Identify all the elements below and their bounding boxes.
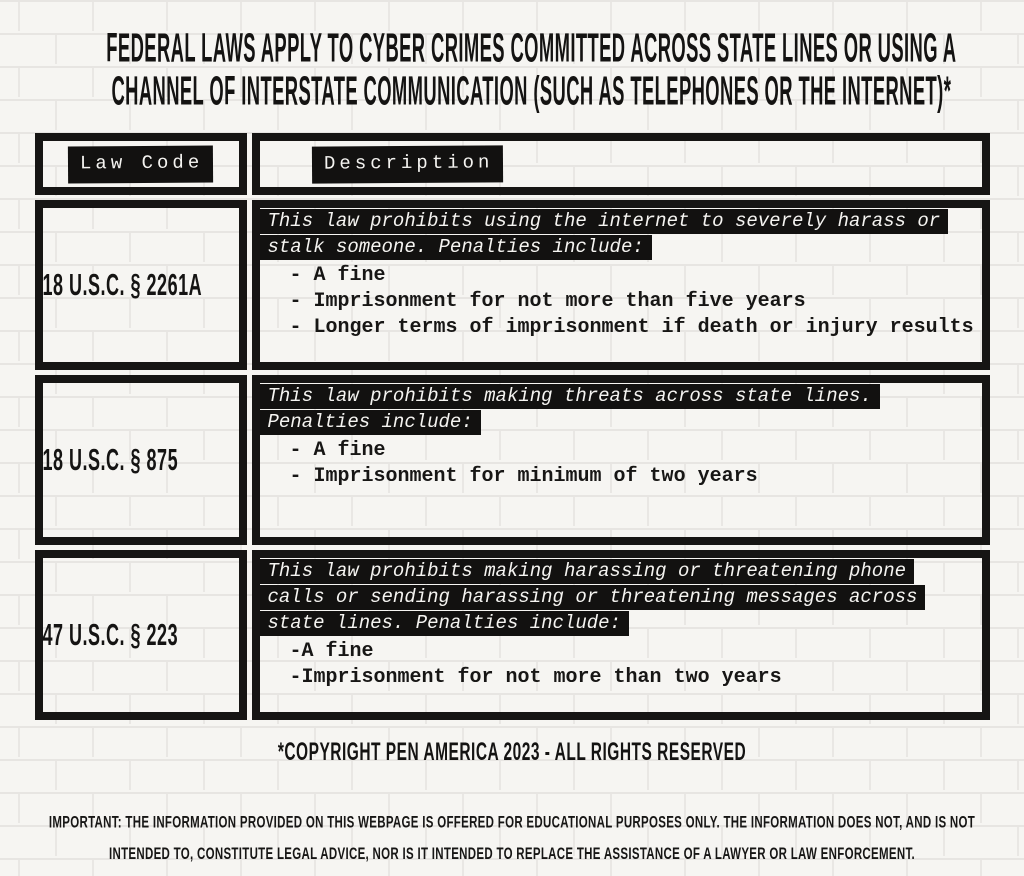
copyright: [0, 739, 1024, 777]
column-header-law-code: [35, 133, 247, 195]
penalty-list: [290, 639, 982, 691]
disclaimer-text: IMPORTANT: THE INFORMATION PROVIDED ON THIS WEBPAGE IS OFFERED FOR EDUCATIONAL PURPOSES ONLY. THE INFORMATION DOES NOT, AND IS NOT INTENDED TO, CONSTITUTE LEGAL ADVICE, NOR IS IT INTENDED TO REPLACE THE ASSISTANCE OF A LAWYER OR LAW ENFORCEMENT.: [48, 814, 976, 864]
description-highlight-wrap: [260, 208, 960, 260]
penalty-item: - A fine: [289, 264, 386, 287]
table-row: [35, 375, 990, 545]
penalty-item: -Imprisonment for not more than two years: [289, 666, 782, 689]
table-row: [35, 200, 990, 370]
penalty-item: - Imprisonment for minimum of two years: [289, 465, 758, 488]
law-code-header-label: Law Code: [68, 145, 213, 183]
column-header-description: [252, 133, 990, 195]
header-row: [35, 133, 990, 195]
page-title-text: [106, 24, 957, 114]
page-title-line-1: FEDERAL LAWS APPLY TO CYBER CRIMES COMMITTED ACROSS STATE LINES OR USING A: [106, 24, 957, 71]
law-code-cell: [35, 200, 247, 370]
law-table-body: [35, 200, 990, 720]
description-highlight: This law prohibits using the internet to severely harass or stalk someone. Penalties include:: [260, 209, 949, 260]
description-highlight-wrap: [260, 558, 960, 636]
law-code-cell: [35, 550, 247, 720]
page-title-line-2: CHANNEL OF INTERSTATE COMMUNICATION (SUCH AS TELEPHONES OR THE INTERNET)*: [111, 66, 952, 114]
law-table: [30, 128, 995, 725]
penalty-item: - A fine: [289, 439, 386, 462]
penalty-list: [290, 263, 982, 341]
description-highlight: This law prohibits making harassing or threatening phone calls or sending harassing or threatening messages across state lines. Penalties include:: [260, 559, 926, 636]
law-code: 18 U.S.C. § 2261A: [42, 267, 203, 302]
description-header-label: Description: [311, 145, 503, 183]
copyright-text: *COPYRIGHT PEN AMERICA 2023 - ALL RIGHTS RESERVED: [277, 739, 747, 767]
description-cell: [252, 550, 990, 720]
description-cell: [252, 200, 990, 370]
page-title: [0, 26, 1024, 122]
law-code: 18 U.S.C. § 875: [42, 442, 179, 477]
penalty-item: - Longer terms of imprisonment if death or injury results: [289, 316, 974, 339]
description-highlight: This law prohibits making threats across state lines. Penalties include:: [260, 384, 880, 435]
penalty-item: - Imprisonment for not more than five years: [289, 290, 806, 313]
description-cell: [252, 375, 990, 545]
law-table-header: [35, 133, 990, 195]
law-code-cell: [35, 375, 247, 545]
description-highlight-wrap: [260, 383, 960, 435]
penalty-item: -A fine: [289, 640, 374, 663]
law-code: 47 U.S.C. § 223: [42, 617, 179, 652]
disclaimer: [42, 807, 982, 864]
table-row: [35, 550, 990, 720]
penalty-list: [290, 438, 982, 490]
